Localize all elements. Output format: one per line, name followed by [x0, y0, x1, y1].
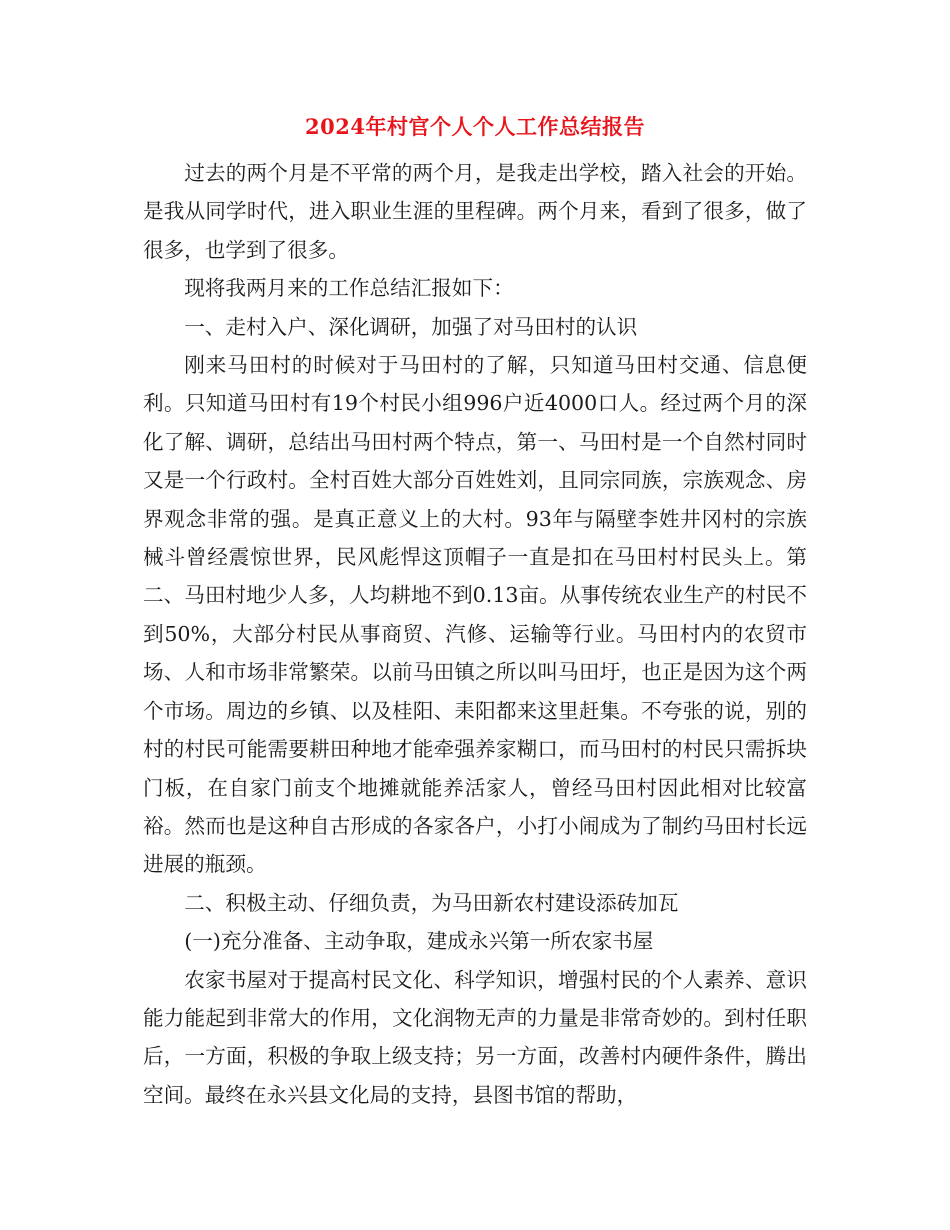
paragraph-village-overview: 刚来马田村的时候对于马田村的了解，只知道马田村交通、信息便利。只知道马田村有19个村民小组996户近4000口人。经过两个月的深化了解、调研，总结出马田村两个特点，第一、马田村是一个自然村同时又是一个行政村。全村百姓大部分百姓姓刘，且同宗同族，宗族观念、房界观念非常的强。是真正意义上的大村。93年与隔壁李姓井冈村的宗族械斗曾经震惊世界，民风彪悍这顶帽子一直是扣在马田村村民头上。第二、马田村地少人多，人均耕地不到0.13亩。从事传统农业生产的村民不到50%，大部分村民从事商贸、汽修、运输等行业。马田村内的农贸市场、人和市场非常繁荣。以前马田镇之所以叫马田圩，也正是因为这个两个市场。周边的乡镇、以及桂阳、耒阳都来这里赶集。不夸张的说，别的村的村民可能需要耕田种地才能牵强养家糊口，而马田村的村民只需拆块门板，在自家门前支个地摊就能养活家人，曾经马田村因此相对比较富裕。然而也是这种自古形成的各家各户，小打小闹成为了制约马田村长远进展的瓶颈。: [143, 353, 807, 877]
section-heading-2: 二、积极主动、仔细负责，为马田新农村建设添砖加瓦: [184, 890, 679, 915]
document-title: 2024年村官个人个人工作总结报告: [305, 114, 645, 139]
document-body: [143, 154, 807, 1114]
paragraph-summary-lead: 现将我两月来的工作总结汇报如下：: [184, 276, 514, 301]
paragraph-book-house: 农家书屋对于提高村民文化、科学知识，增强村民的个人素养、意识能力能起到非常大的作用，文化润物无声的力量是非常奇妙的。到村任职后，一方面，积极的争取上级支持；另一方面，改善村内硬件条件，腾出空间。最终在永兴县文化局的支持，县图书馆的帮助，: [143, 967, 807, 1107]
paragraph-intro: 过去的两个月是不平常的两个月，是我走出学校，踏入社会的开始。是我从同学时代，进入职业生涯的里程碑。两个月来，看到了很多，做了很多，也学到了很多。: [143, 161, 807, 262]
section-heading-1: 一、走村入户、深化调研，加强了对马田村的认识: [184, 314, 638, 339]
subsection-heading-1: (一)充分准备、主动争取，建成永兴第一所农家书屋: [184, 929, 654, 954]
